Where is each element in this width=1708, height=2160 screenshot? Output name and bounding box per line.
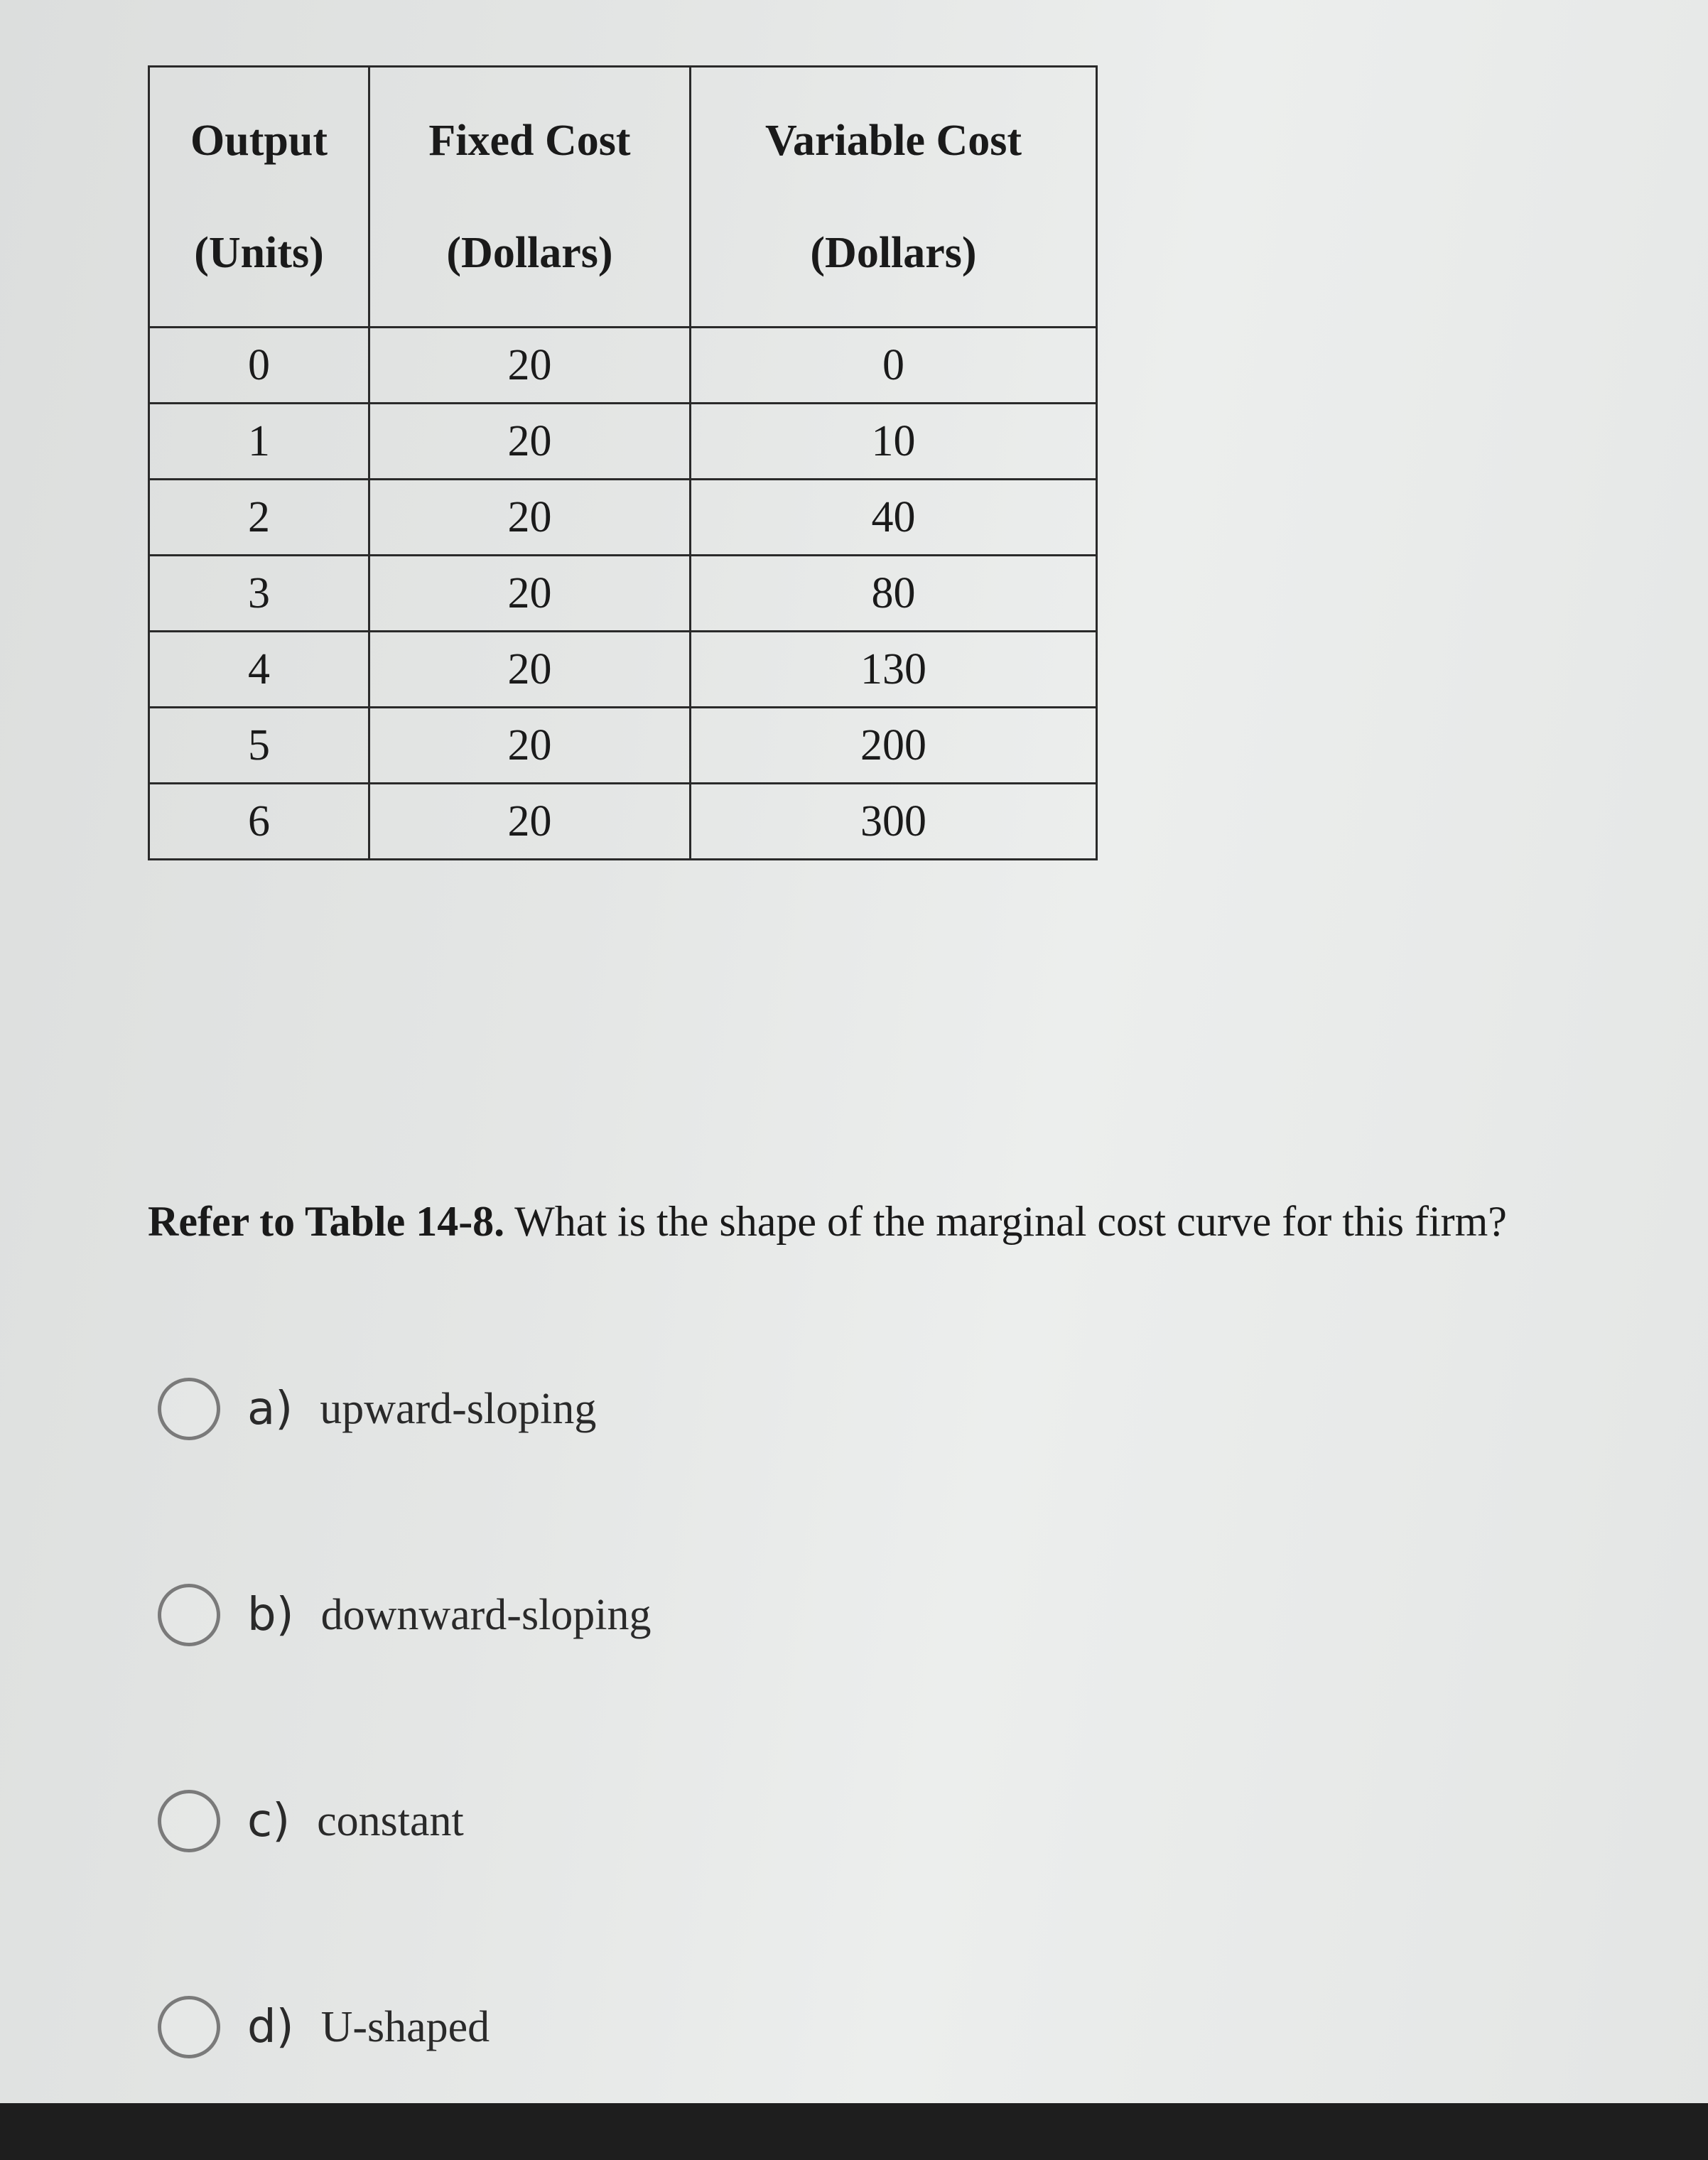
radio-button[interactable] (158, 1996, 220, 2058)
option-label: U-shaped (320, 2002, 490, 2051)
table-row (149, 480, 1097, 556)
cell-variable-cost: 300 (691, 784, 1097, 860)
cell-fixed-cost: 20 (369, 632, 691, 708)
option-b[interactable] (158, 1576, 652, 1654)
cost-table (148, 65, 1098, 860)
option-label: constant (317, 1796, 464, 1845)
question-text (148, 1197, 1675, 1246)
question-table-reference: Refer to Table 14-8. (148, 1198, 505, 1245)
table-row (149, 328, 1097, 404)
option-c[interactable] (158, 1782, 464, 1860)
cell-fixed-cost: 20 (369, 480, 691, 556)
header-fixed-cost-title: Fixed Cost (428, 117, 631, 165)
option-label: upward-sloping (320, 1384, 597, 1433)
cell-variable-cost: 130 (691, 632, 1097, 708)
header-output (149, 67, 369, 328)
cell-output: 4 (149, 632, 369, 708)
cell-output: 5 (149, 708, 369, 784)
option-letter: a) (247, 1383, 293, 1435)
question-prompt: What is the shape of the marginal cost curve for this firm? (504, 1198, 1507, 1245)
cell-output: 3 (149, 556, 369, 632)
cell-variable-cost: 200 (691, 708, 1097, 784)
cell-fixed-cost: 20 (369, 556, 691, 632)
table-row (149, 708, 1097, 784)
header-fixed-cost-unit: (Dollars) (446, 229, 613, 277)
header-variable-cost-unit: (Dollars) (810, 229, 977, 277)
header-variable-cost-title: Variable Cost (764, 117, 1022, 165)
header-output-unit: (Units) (194, 229, 324, 277)
cell-variable-cost: 80 (691, 556, 1097, 632)
table-row (149, 632, 1097, 708)
header-output-title: Output (190, 117, 328, 165)
option-d[interactable] (158, 1988, 490, 2066)
cell-fixed-cost: 20 (369, 404, 691, 480)
option-letter: d) (247, 2001, 294, 2053)
table-row (149, 784, 1097, 860)
cell-variable-cost: 10 (691, 404, 1097, 480)
option-letter: c) (247, 1795, 291, 1847)
cell-fixed-cost: 20 (369, 708, 691, 784)
radio-button[interactable] (158, 1584, 220, 1646)
screen-bottom-edge (0, 2103, 1708, 2160)
cell-variable-cost: 0 (691, 328, 1097, 404)
cell-fixed-cost: 20 (369, 784, 691, 860)
table-header-row (149, 67, 1097, 328)
cell-output: 2 (149, 480, 369, 556)
option-a[interactable] (158, 1370, 596, 1448)
cell-output: 6 (149, 784, 369, 860)
header-variable-cost (691, 67, 1097, 328)
cell-variable-cost: 40 (691, 480, 1097, 556)
header-fixed-cost (369, 67, 691, 328)
cell-output: 0 (149, 328, 369, 404)
radio-button[interactable] (158, 1378, 220, 1440)
option-letter: b) (247, 1589, 294, 1641)
cell-output: 1 (149, 404, 369, 480)
table-row (149, 404, 1097, 480)
option-label: downward-sloping (320, 1590, 652, 1639)
radio-button[interactable] (158, 1790, 220, 1852)
cell-fixed-cost: 20 (369, 328, 691, 404)
table-row (149, 556, 1097, 632)
